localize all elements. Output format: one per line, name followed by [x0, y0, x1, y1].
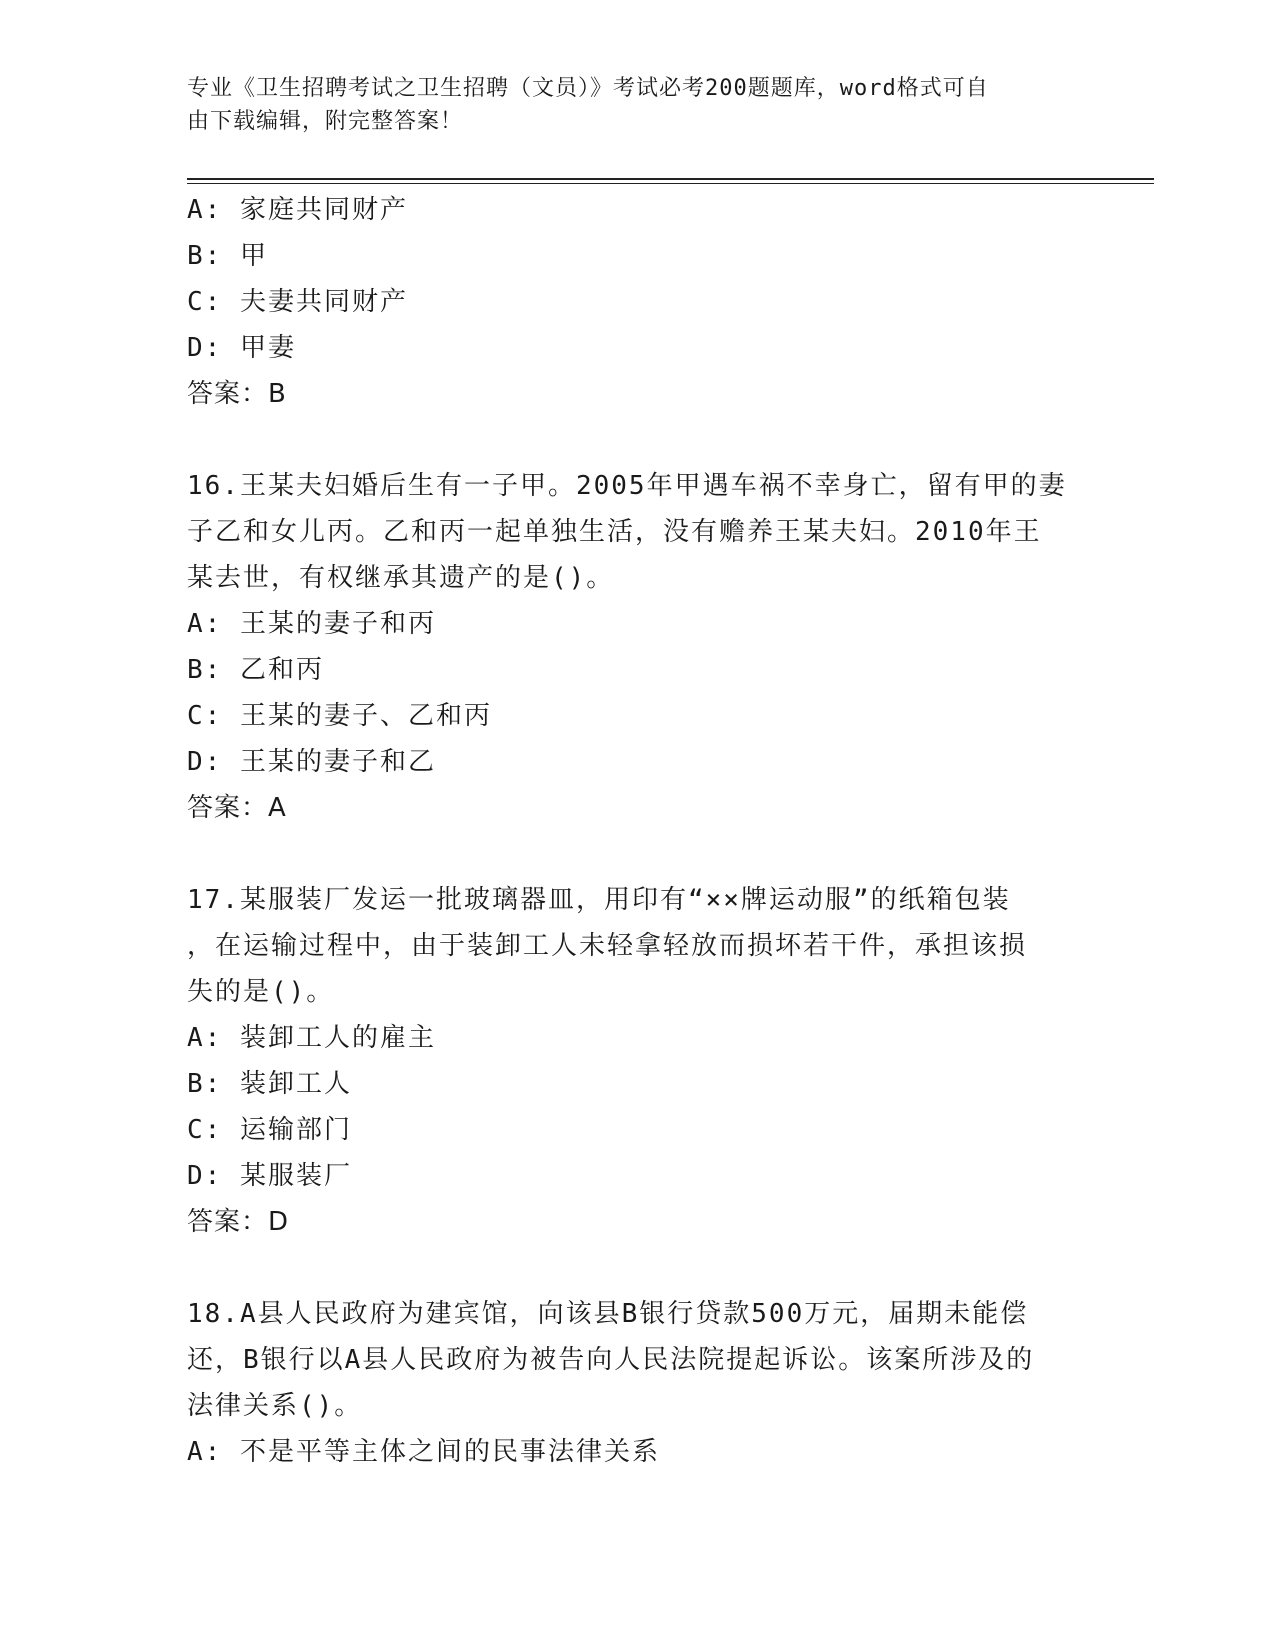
question-block-continued	[187, 187, 1087, 417]
question-text-line: 法律关系()。	[187, 1391, 363, 1421]
spacer	[187, 417, 1087, 463]
option-c: C: 运输部门	[187, 1115, 352, 1145]
option-d: D: 王某的妻子和乙	[187, 747, 436, 777]
option-a: A: 家庭共同财产	[187, 195, 408, 225]
header-divider-thin	[187, 183, 1154, 184]
question-text-line: 还，B银行以A县人民政府为被告向人民法院提起诉讼。该案所涉及的	[187, 1345, 1035, 1375]
option-b: B: 甲	[187, 241, 268, 271]
question-text-line: ，在运输过程中，由于装卸工人未轻拿轻放而损坏若干件，承担该损	[187, 931, 1028, 961]
question-text-line: 18.A县人民政府为建宾馆，向该县B银行贷款500万元，届期未能偿	[187, 1299, 1029, 1329]
option-d: D: 甲妻	[187, 333, 296, 363]
header-divider-thick	[187, 178, 1154, 180]
question-text-line: 16.王某夫妇婚后生有一子甲。2005年甲遇车祸不幸身亡，留有甲的妻	[187, 471, 1067, 501]
question-text-line: 失的是()。	[187, 977, 335, 1007]
question-list	[187, 187, 1087, 1475]
question-17	[187, 877, 1087, 1245]
question-text-line: 17.某服装厂发运一批玻璃器皿，用印有“××牌运动服”的纸箱包装	[187, 885, 1011, 915]
question-text-line: 某去世，有权继承其遗产的是()。	[187, 563, 615, 593]
option-c: C: 夫妻共同财产	[187, 287, 408, 317]
answer-line: 答案：D	[187, 1207, 290, 1237]
answer-line: 答案：B	[187, 379, 287, 409]
document-header	[187, 72, 1067, 138]
question-18	[187, 1291, 1087, 1475]
spacer	[187, 1245, 1087, 1291]
question-text-line: 子乙和女儿丙。乙和丙一起单独生活，没有赡养王某夫妇。2010年王	[187, 517, 1042, 547]
answer-line: 答案：A	[187, 793, 287, 823]
option-c: C: 王某的妻子、乙和丙	[187, 701, 492, 731]
option-b: B: 装卸工人	[187, 1069, 352, 1099]
option-b: B: 乙和丙	[187, 655, 324, 685]
option-a: A: 王某的妻子和丙	[187, 609, 436, 639]
header-line-2: 由下载编辑，附完整答案！	[187, 109, 464, 134]
question-16	[187, 463, 1087, 831]
option-a: A: 不是平等主体之间的民事法律关系	[187, 1437, 660, 1467]
header-line-1: 专业《卫生招聘考试之卫生招聘（文员）》考试必考200题题库，word格式可自	[187, 76, 989, 101]
option-d: D: 某服装厂	[187, 1161, 352, 1191]
option-a: A: 装卸工人的雇主	[187, 1023, 436, 1053]
spacer	[187, 831, 1087, 877]
